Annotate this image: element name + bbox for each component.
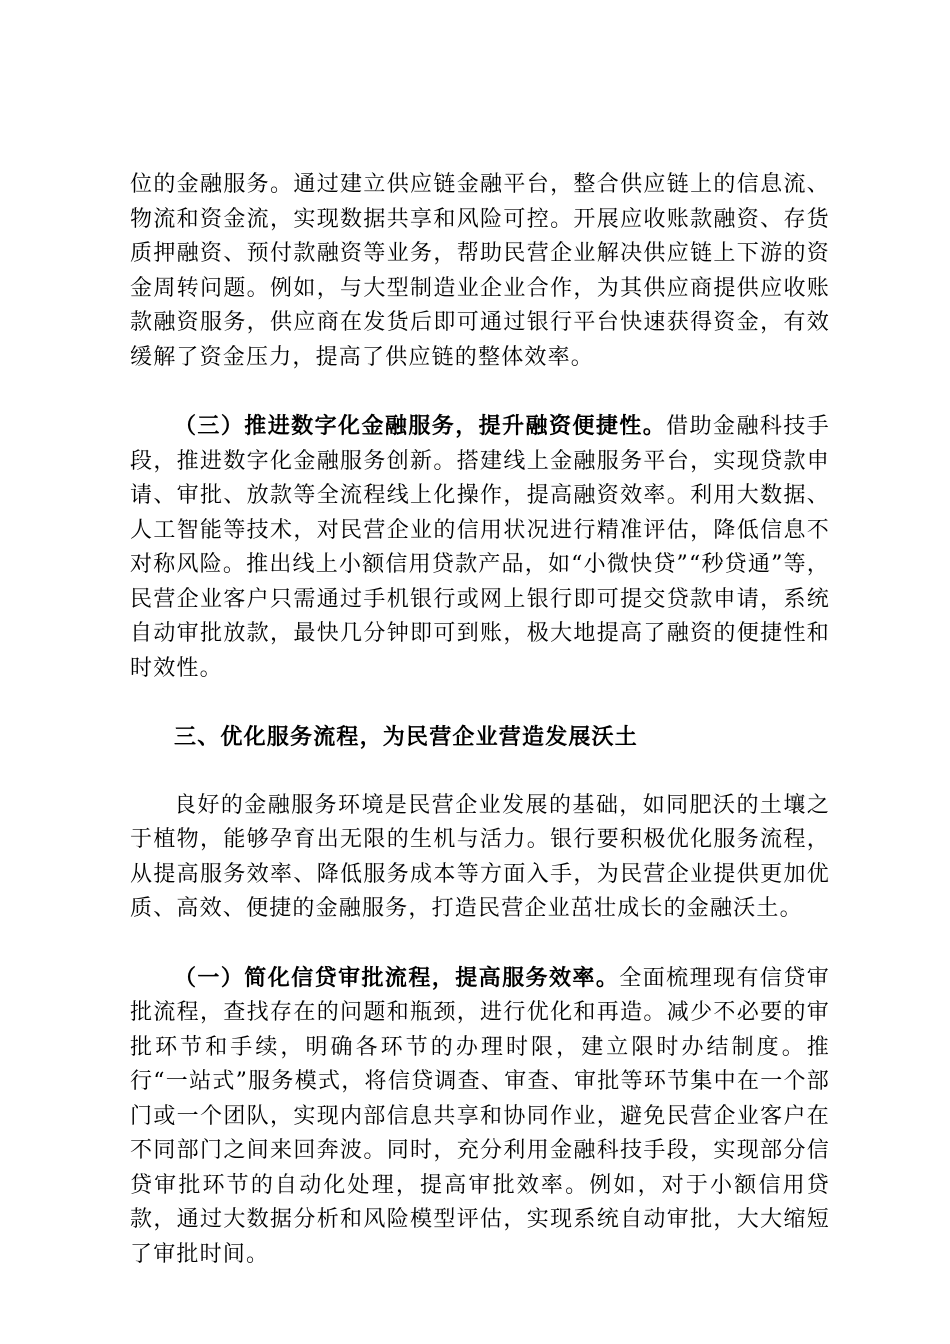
paragraph-digital-finance-body: 借助金融科技手段，推进数字化金融服务创新。搭建线上金融服务平台，实现贷款申请、审批、放款等全流程线上化操作，提高融资效率。利用大数据、人工智能等技术，对民营企业的信用状况进行精准评估，降低信息不对称风险。推出线上小额信用贷款产品，如“小微快贷”“秒贷通”等，民营企业客户只需通过手机银行或网上银行即可提交贷款申请，系统自动审批放款，最快几分钟即可到账，极大地提高了融资的便捷性和时效性。 [130, 414, 830, 681]
paragraph-supply-chain: 位的金融服务。通过建立供应链金融平台，整合供应链上的信息流、物流和资金流，实现数据共享和风险可控。开展应收账款融资、存货质押融资、预付款融资等业务，帮助民营企业解决供应链上下游的资金周转问题。例如，与大型制造业企业合作，为其供应商提供应收账款融资服务，供应商在发货后即可通过银行平台快速获得资金，有效缓解了资金压力，提高了供应链的整体效率。 [130, 172, 830, 370]
paragraph-digital-finance [130, 409, 830, 686]
paragraph-service-environment: 良好的金融服务环境是民营企业发展的基础，如同肥沃的土壤之于植物，能够孕育出无限的生机与活力。银行要积极优化服务流程，从提高服务效率、降低服务成本等方面入手，为民营企业提供更加优质、高效、便捷的金融服务，打造民营企业茁壮成长的金融沃土。 [130, 792, 830, 921]
section-heading-3: 三、优化服务流程，为民营企业营造发展沃土 [174, 724, 639, 750]
paragraph-credit-approval [130, 961, 830, 1273]
paragraph-credit-approval-body: 全面梳理现有信贷审批流程，查找存在的问题和瓶颈，进行优化和再造。减少不必要的审批环节和手续，明确各环节的办理时限，建立限时办结制度。推行“一站式”服务模式，将信贷调查、审查、审批等环节集中在一个部门或一个团队，实现内部信息共享和协同作业，避免民营企业客户在不同部门之间来回奔波。同时，充分利用金融科技手段，实现部分信贷审批环节的自动化处理，提高审批效率。例如，对于小额信用贷款，通过大数据分析和风险模型评估，实现系统自动审批，大大缩短了审批时间。 [130, 965, 830, 1267]
subheading-credit-approval: （一）简化信贷审批流程，提高服务效率。 [174, 964, 620, 991]
subheading-digital-finance: （三）推进数字化金融服务，提升融资便捷性。 [174, 413, 667, 439]
document-page [130, 168, 830, 1306]
